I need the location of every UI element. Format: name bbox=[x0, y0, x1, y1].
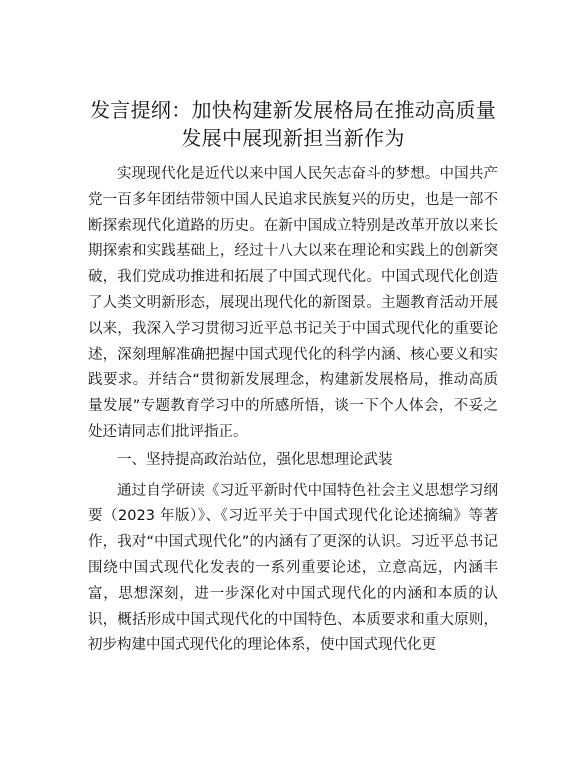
section-heading: 一、坚持提高政治站位，强化思想理论武装 bbox=[117, 451, 393, 468]
intro-paragraph: 实现现代化是近代以来中国人民矢志奋斗的梦想。中国共产党一百多年团结带领中国人民追求民族复兴的历史，也是一部不断探索现代化道路的历史。在新中国成立特别是改革开放以来长期探索和实践基础上，经过十八大以来在理论和实践上的创新突破，我们党成功推进和拓展了中国式现代化。中国式现代化创造了人类文明新形态，展现出现代化的新图景。主题教育活动开展以来，我深入学习贯彻习近平总书记关于中国式现代化的重要论述，深刻理解准确把握中国式现代化的科学内涵、核心要义和实践要求。并结合“贯彻新发展理念，构建新发展格局，推动高质量发展”专题教育学习中的所感所悟，谈一下个人体会，不妥之处还请同志们批评指正。 bbox=[88, 166, 498, 440]
title-line-1: 发言提纲：加快构建新发展格局在推动高质量 bbox=[90, 98, 496, 122]
title-line-2: 发展中展现新担当新作为 bbox=[181, 126, 405, 150]
section-paragraph: 通过自学研读《习近平新时代中国特色社会主义思想学习纲要（2023 年版）》、《习近平关于中国式现代化论述摘编》等著作，我对“中国式现代化”的内涵有了更深的认识。习近平总书记围绕中国式现代化发表的一系列重要论述，立意高远，内涵丰富，思想深刻，进一步深化对中国式现代化的内涵和本质的认识，概括形成中国式现代化的中国特色、本质要求和重大原则，初步构建中国式现代化的理论体系，使中国式现代化更 bbox=[88, 482, 498, 654]
document-body bbox=[88, 162, 498, 659]
document-title bbox=[88, 96, 498, 152]
